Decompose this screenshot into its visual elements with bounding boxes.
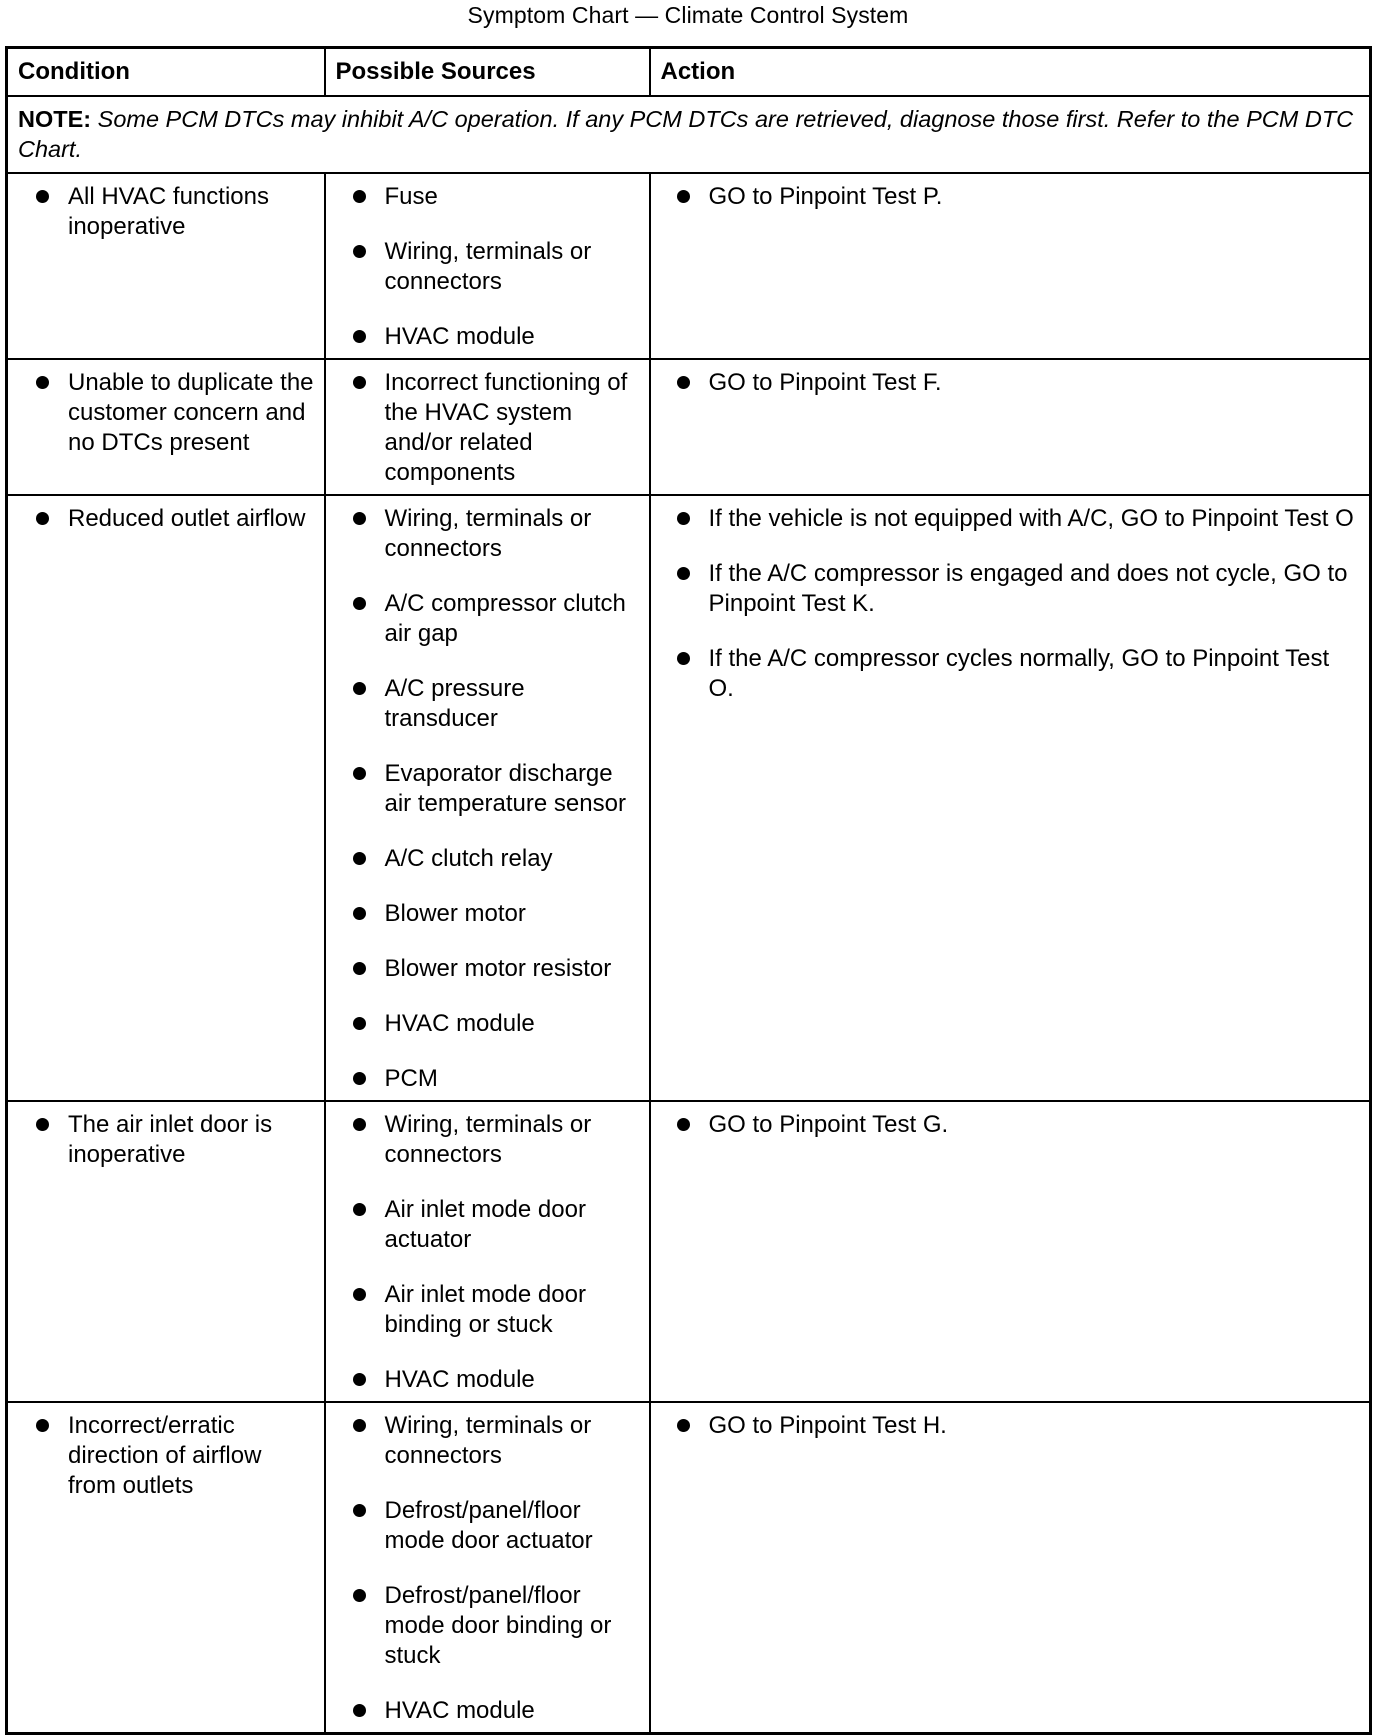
list-item — [326, 899, 641, 929]
bullet-icon — [677, 567, 690, 580]
bullet-icon — [353, 1118, 366, 1131]
condition-cell — [7, 173, 325, 359]
list-item-text: Blower motor resistor — [384, 955, 612, 982]
possible-sources-cell — [325, 173, 650, 359]
action-cell — [650, 173, 1371, 359]
bullet-list — [326, 360, 649, 494]
note-text: Some PCM DTCs may inhibit A/C operation. If any PCM DTCs are retrieved, diagnose those first. Refer to the PCM DTC Chart. — [18, 106, 1354, 162]
list-item — [326, 1496, 641, 1556]
list-item-text: HVAC module — [384, 323, 535, 350]
list-item-text: Wiring, terminals or connectors — [384, 1412, 592, 1469]
list-item-text: If the A/C compressor cycles normally, GO to Pinpoint Test O. — [708, 645, 1330, 702]
list-item-text: Evaporator discharge air temperature sensor — [384, 760, 626, 817]
list-item-text: Defrost/panel/floor mode door binding or stuck — [384, 1582, 612, 1669]
bullet-list — [326, 1102, 649, 1401]
list-item — [326, 182, 641, 212]
list-item — [8, 504, 316, 534]
list-item — [326, 954, 641, 984]
list-item — [326, 674, 641, 734]
table-row — [7, 359, 1371, 495]
bullet-icon — [353, 1072, 366, 1085]
list-item — [8, 368, 316, 458]
bullet-list — [651, 1403, 1370, 1447]
bullet-list — [326, 496, 649, 1100]
list-item — [326, 1365, 641, 1395]
list-item — [8, 1110, 316, 1170]
list-item — [651, 1110, 1362, 1140]
bullet-icon — [36, 512, 49, 525]
bullet-icon — [353, 1203, 366, 1216]
bullet-icon — [353, 597, 366, 610]
table-row — [7, 495, 1371, 1101]
bullet-icon — [353, 767, 366, 780]
list-item — [326, 1195, 641, 1255]
bullet-list — [326, 1403, 649, 1732]
action-cell — [650, 1101, 1371, 1402]
bullet-icon — [353, 682, 366, 695]
bullet-list — [651, 360, 1370, 404]
bullet-icon — [353, 1504, 366, 1517]
bullet-list — [326, 174, 649, 358]
list-item — [326, 1009, 641, 1039]
list-item — [651, 1411, 1362, 1441]
bullet-icon — [353, 1419, 366, 1432]
note-cell — [7, 96, 1371, 173]
list-item — [326, 1280, 641, 1340]
bullet-icon — [353, 1704, 366, 1717]
possible-sources-cell — [325, 1402, 650, 1734]
list-item-text: A/C compressor clutch air gap — [384, 590, 626, 647]
possible-sources-cell — [325, 1101, 650, 1402]
bullet-icon — [353, 245, 366, 258]
list-item-text: Incorrect functioning of the HVAC system and/or related components — [384, 369, 628, 486]
action-cell — [650, 1402, 1371, 1734]
bullet-icon — [353, 376, 366, 389]
list-item-text: GO to Pinpoint Test H. — [708, 1412, 947, 1439]
list-item — [651, 182, 1362, 212]
list-item — [326, 589, 641, 649]
note-label: NOTE: — [18, 106, 92, 132]
list-item-text: Air inlet mode door binding or stuck — [384, 1281, 586, 1338]
list-item — [651, 368, 1362, 398]
list-item-text: HVAC module — [384, 1366, 535, 1393]
list-item-text: Wiring, terminals or connectors — [384, 1111, 592, 1168]
list-item — [326, 1411, 641, 1471]
table-row — [7, 1402, 1371, 1734]
condition-cell — [7, 1101, 325, 1402]
bullet-icon — [677, 512, 690, 525]
list-item — [326, 844, 641, 874]
bullet-list — [8, 360, 324, 464]
list-item — [326, 1064, 641, 1094]
note-row — [7, 96, 1371, 173]
list-item-text: HVAC module — [384, 1010, 535, 1037]
bullet-icon — [353, 190, 366, 203]
list-item-text: A/C clutch relay — [384, 845, 553, 872]
bullet-icon — [353, 852, 366, 865]
bullet-list — [651, 496, 1370, 710]
possible-sources-cell — [325, 359, 650, 495]
bullet-list — [651, 1102, 1370, 1146]
bullet-icon — [353, 907, 366, 920]
bullet-icon — [36, 376, 49, 389]
list-item — [8, 1411, 316, 1501]
action-cell — [650, 359, 1371, 495]
header-possible-sources: Possible Sources — [325, 48, 650, 97]
bullet-icon — [353, 1589, 366, 1602]
list-item-text: The air inlet door is inoperative — [68, 1111, 273, 1168]
list-item — [651, 504, 1362, 534]
condition-cell — [7, 1402, 325, 1734]
list-item-text: Wiring, terminals or connectors — [384, 505, 592, 562]
bullet-icon — [677, 190, 690, 203]
bullet-icon — [36, 1118, 49, 1131]
bullet-icon — [353, 512, 366, 525]
bullet-icon — [677, 376, 690, 389]
bullet-list — [8, 174, 324, 248]
table-row — [7, 173, 1371, 359]
bullet-icon — [353, 1288, 366, 1301]
list-item-text: Air inlet mode door actuator — [384, 1196, 586, 1253]
list-item-text: Incorrect/erratic direction of airflow from outlets — [68, 1412, 262, 1499]
list-item — [326, 504, 641, 564]
list-item-text: GO to Pinpoint Test P. — [708, 183, 943, 210]
list-item-text: Wiring, terminals or connectors — [384, 238, 592, 295]
list-item-text: A/C pressure transducer — [384, 675, 525, 732]
condition-cell — [7, 495, 325, 1101]
list-item — [326, 322, 641, 352]
list-item — [8, 182, 316, 242]
list-item — [326, 237, 641, 297]
list-item — [326, 759, 641, 819]
list-item-text: If the A/C compressor is engaged and does not cycle, GO to Pinpoint Test K. — [708, 560, 1348, 617]
table-row — [7, 1101, 1371, 1402]
list-item-text: GO to Pinpoint Test G. — [708, 1111, 949, 1138]
header-action: Action — [650, 48, 1371, 97]
bullet-icon — [36, 1419, 49, 1432]
bullet-list — [8, 1403, 324, 1507]
bullet-icon — [353, 330, 366, 343]
list-item — [651, 644, 1362, 704]
bullet-icon — [677, 1118, 690, 1131]
list-item — [326, 1696, 641, 1726]
list-item — [326, 1581, 641, 1671]
bullet-icon — [677, 1419, 690, 1432]
bullet-icon — [353, 962, 366, 975]
chart-title: Symptom Chart — Climate Control System — [467, 2, 909, 28]
bullet-icon — [353, 1373, 366, 1386]
bullet-icon — [353, 1017, 366, 1030]
list-item-text: Blower motor — [384, 900, 526, 927]
action-cell — [650, 495, 1371, 1101]
possible-sources-cell — [325, 495, 650, 1101]
list-item-text: GO to Pinpoint Test F. — [708, 369, 942, 396]
list-item-text: If the vehicle is not equipped with A/C, GO to Pinpoint Test O — [708, 505, 1354, 532]
bullet-icon — [36, 190, 49, 203]
header-row — [7, 48, 1371, 97]
bullet-list — [8, 496, 324, 540]
list-item — [326, 368, 641, 488]
symptom-table — [5, 46, 1372, 1735]
list-item — [651, 559, 1362, 619]
list-item-text: Reduced outlet airflow — [68, 505, 306, 532]
condition-cell — [7, 359, 325, 495]
bullet-list — [651, 174, 1370, 218]
list-item-text: All HVAC functions inoperative — [68, 183, 269, 240]
list-item-text: Fuse — [384, 183, 438, 210]
header-condition: Condition — [7, 48, 325, 97]
list-item-text: Defrost/panel/floor mode door actuator — [384, 1497, 593, 1554]
bullet-icon — [677, 652, 690, 665]
list-item-text: HVAC module — [384, 1697, 535, 1724]
list-item-text: PCM — [384, 1065, 438, 1092]
list-item — [326, 1110, 641, 1170]
list-item-text: Unable to duplicate the customer concern and no DTCs present — [68, 369, 314, 456]
bullet-list — [8, 1102, 324, 1176]
